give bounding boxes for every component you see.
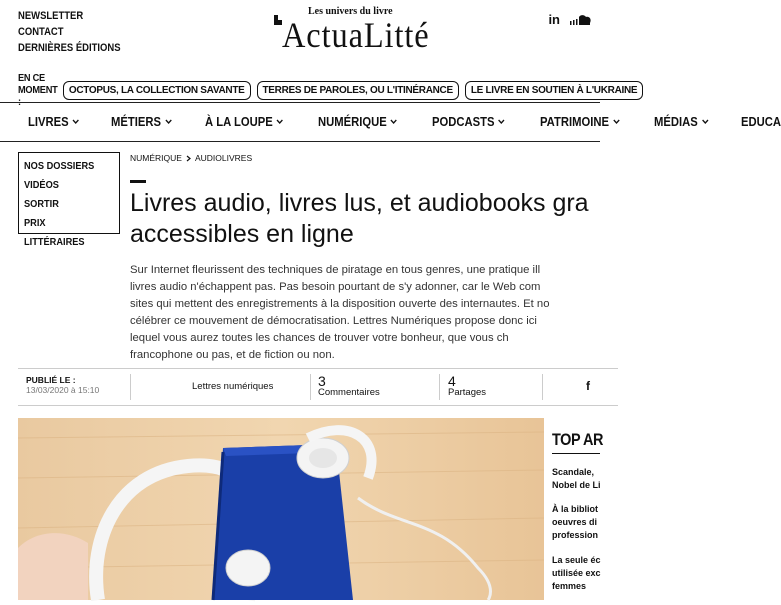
chevron-down-icon	[276, 119, 283, 125]
top-articles-heading: TOP AR	[552, 430, 603, 449]
article-title-line: accessibles en ligne	[130, 220, 354, 248]
lead-line: francophone ou pas, et de fiction ou non.	[130, 349, 335, 361]
nav-item-a-la-loupe[interactable]	[205, 115, 284, 129]
logo-name: ActuaLitté	[282, 15, 430, 55]
breadcrumb-audiolivres[interactable]: AUDIOLIVRES	[194, 153, 253, 163]
top-article-item[interactable]	[552, 466, 601, 492]
nav-item-numerique[interactable]	[318, 115, 398, 129]
shares-number: 4	[448, 373, 456, 389]
social-links	[548, 12, 592, 27]
chevron-down-icon	[612, 119, 619, 125]
chevron-right-icon	[186, 155, 191, 162]
nav-label: EDUCA	[741, 115, 781, 129]
logo-tagline: Les univers du livre	[308, 6, 393, 17]
lead-line: Sur Internet fleurissent des techniques de piratage en tous genres, une pratique ill	[130, 264, 541, 276]
article-image	[18, 418, 544, 600]
top-article-line: utilisée exc	[552, 568, 601, 578]
article-meta	[18, 368, 618, 406]
nav-item-patrimoine[interactable]	[540, 115, 620, 129]
divider	[130, 374, 131, 400]
top-article-line: Nobel de Li	[552, 480, 601, 490]
article-title	[130, 188, 650, 250]
shares-label: Partages	[448, 387, 487, 398]
sidebar-menu	[18, 152, 120, 248]
trending-pill-ukraine[interactable]: LE LIVRE EN SOUTIEN À L'UKRAINE	[465, 81, 643, 100]
comments-label: Commentaires	[318, 387, 380, 398]
top-links	[18, 8, 121, 56]
top-article-line: profession	[552, 530, 599, 540]
top-article-line: Scandale,	[552, 467, 595, 477]
category-link[interactable]: Lettres numériques	[192, 381, 274, 392]
chevron-down-icon	[72, 119, 79, 125]
nav-item-livres[interactable]	[28, 115, 79, 129]
publish-label: PUBLIÉ LE :	[26, 375, 76, 385]
lead-line: célébrer ce mouvement de démocratisation. Lettres Numériques propose donc ici	[130, 315, 537, 327]
breadcrumb-numerique[interactable]: NUMÉRIQUE	[130, 153, 182, 163]
comments-count[interactable]	[318, 373, 380, 398]
contact-link[interactable]: CONTACT	[18, 26, 64, 38]
nav-item-podcasts[interactable]	[432, 115, 505, 129]
top-article-line: À la bibliot	[552, 504, 598, 514]
main-nav	[0, 102, 781, 142]
top-articles-underline	[552, 453, 600, 454]
nav-item-metiers[interactable]	[111, 115, 172, 129]
shares-count[interactable]	[448, 373, 486, 398]
chevron-down-icon	[390, 119, 397, 125]
nav-item-education[interactable]	[741, 115, 781, 129]
sidebar-item-videos[interactable]: VIDÉOS	[24, 179, 59, 191]
nav-label: MÉTIERS	[111, 115, 162, 129]
trending-pill-terres-de-paroles[interactable]: TERRES DE PAROLES, OU L'ITINÉRANCE	[257, 81, 459, 100]
top-article-line: femmes	[552, 581, 587, 591]
top-article-line: La seule éc	[552, 555, 601, 565]
top-article-item[interactable]	[552, 554, 601, 593]
divider	[439, 374, 440, 400]
title-accent-bar	[130, 180, 146, 183]
divider	[310, 374, 311, 400]
nav-item-medias[interactable]	[654, 115, 709, 129]
nav-label: LIVRES	[28, 115, 69, 129]
comments-number: 3	[318, 373, 326, 389]
top-article-line: oeuvres di	[552, 517, 598, 527]
lead-line: sites qui mettent des enregistrements à la disposition ouverte des internautes. Et no	[130, 298, 550, 310]
lead-line: lequel vous aurez toutes les chances de trouver votre bonheur, que vous ch	[130, 332, 509, 344]
chevron-down-icon	[498, 119, 505, 125]
linkedin-icon[interactable]: in	[548, 12, 560, 27]
sidebar-item-dossiers[interactable]: NOS DOSSIERS	[24, 160, 95, 172]
nav-label: PODCASTS	[432, 115, 495, 129]
newsletter-link[interactable]: NEWSLETTER	[18, 10, 84, 22]
breadcrumb	[130, 153, 252, 163]
soundcloud-icon[interactable]	[570, 14, 592, 26]
nav-label: À LA LOUPE	[204, 115, 273, 129]
nav-label: PATRIMOINE	[539, 115, 609, 129]
article-lead	[130, 262, 650, 364]
site-logo[interactable]	[272, 6, 468, 58]
latest-editions-link[interactable]: DERNIÈRES ÉDITIONS	[18, 42, 121, 54]
top-article-item[interactable]	[552, 503, 598, 542]
nav-label: MÉDIAS	[654, 115, 699, 129]
sidebar-item-prix[interactable]: PRIX LITTÉRAIRES	[24, 217, 85, 248]
book-headphones-illustration	[18, 418, 544, 600]
sidebar-item-sortir[interactable]: SORTIR	[24, 198, 59, 210]
chevron-down-icon	[165, 119, 172, 125]
chevron-down-icon	[702, 119, 709, 125]
trending-label: EN CE MOMENT :	[18, 72, 58, 108]
article-title-line: Livres audio, livres lus, et audiobooks gra	[130, 189, 589, 217]
nav-label: NUMÉRIQUE	[317, 115, 387, 129]
divider	[542, 374, 543, 400]
trending-pill-octopus[interactable]: OCTOPUS, LA COLLECTION SAVANTE	[63, 81, 251, 100]
facebook-share-icon[interactable]: f	[586, 379, 590, 393]
publish-info	[26, 375, 99, 395]
publish-date: 13/03/2020 à 15:10	[26, 385, 100, 395]
lead-line: livres audio n'échappent pas. Pas besoin pourtant de s'y adonner, car le Web com	[130, 281, 541, 293]
